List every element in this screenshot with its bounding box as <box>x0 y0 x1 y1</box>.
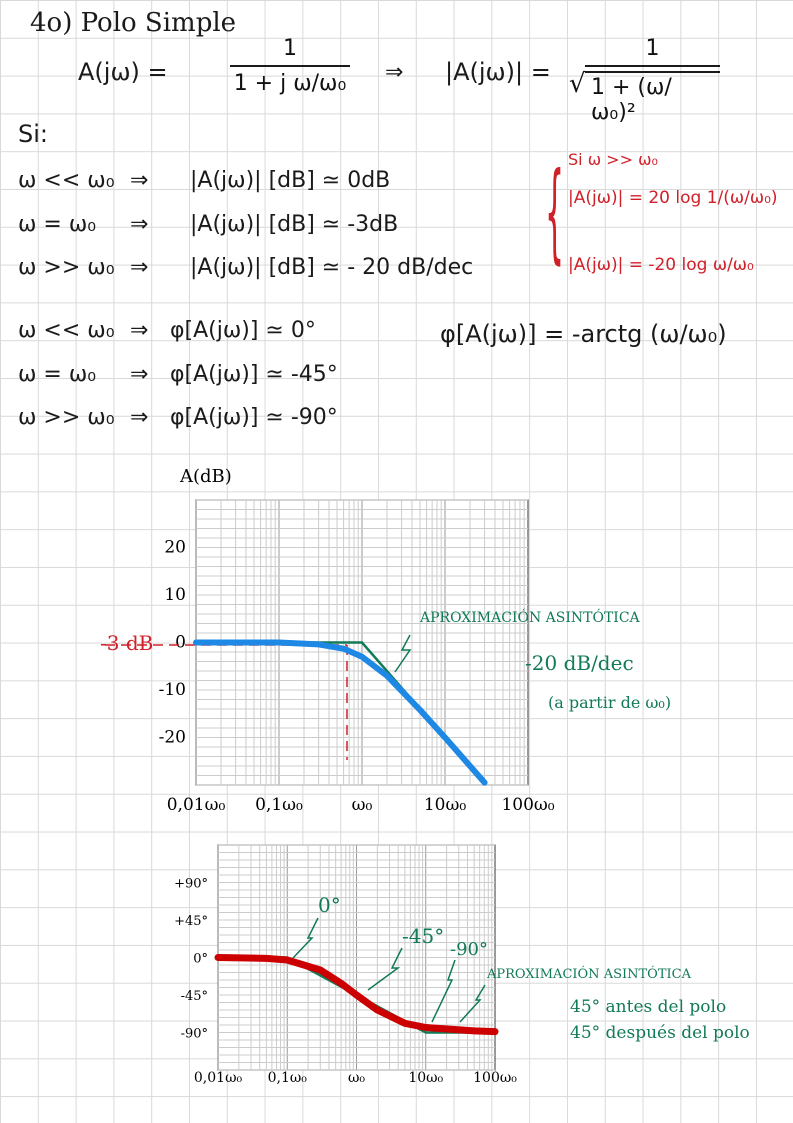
phase-result-3: φ[A(jω)] ≃ -90° <box>170 405 338 430</box>
mag-result-2: |A(jω)| [dB] ≃ -3dB <box>190 212 399 237</box>
mag-xtick-label: 0,1ω₀ <box>255 795 303 815</box>
phase-ann-90: -90° <box>450 939 488 960</box>
mag-slope-label: -20 dB/dec <box>525 651 634 675</box>
phase-after-label: 45° después del polo <box>570 1023 750 1043</box>
mag-from-label: (a partir de ω₀) <box>548 693 672 712</box>
phase-cond-3: ω >> ω₀ <box>18 405 115 430</box>
mag-xtick-label: 100ω₀ <box>501 795 555 815</box>
phase-x-ticks <box>194 1070 517 1086</box>
mag-arrow-1: ⇒ <box>130 168 149 193</box>
phase-ann-0: 0° <box>318 893 341 917</box>
mag-cond-3: ω >> ω₀ <box>18 255 115 280</box>
page-title: 4o) Polo Simple <box>30 8 237 38</box>
si-label: Si: <box>18 120 48 148</box>
ph-ytick-label: 0° <box>193 951 208 967</box>
phase-result-1: φ[A(jω)] ≃ 0° <box>170 318 316 343</box>
formula-num: 1 <box>283 36 297 61</box>
ph-ytick-label: -90° <box>180 1026 208 1042</box>
mag-asym-label: APROXIMACIÓN ASINTÓTICA <box>420 610 640 626</box>
ph-ytick-label: -45° <box>180 989 208 1004</box>
phase-formula: φ[A(jω)] = -arctg (ω/ω₀) <box>440 320 727 348</box>
mag-ytick-label: -20 <box>158 727 186 748</box>
mag-cond-1: ω << ω₀ <box>18 168 115 193</box>
mag-ytick-label: 10 <box>164 585 186 605</box>
formula-den: 1 + j ω/ω₀ <box>233 71 347 96</box>
modulus-num: 1 <box>645 36 660 61</box>
ph-ytick-label: +90° <box>174 876 208 892</box>
modulus-den: √ 1 + (ω/ω₀)² <box>585 71 720 127</box>
phase-asym-label: APROXIMACIÓN ASINTÓTICA <box>487 967 691 982</box>
modulus-fraction <box>585 36 720 127</box>
mag-xtick-label: ω₀ <box>351 795 373 815</box>
mag-arrow-2: ⇒ <box>130 212 149 237</box>
phase-cond-2: ω = ω₀ <box>18 362 97 387</box>
phase-y-ticks <box>174 877 208 1042</box>
mag-ytick-label: 20 <box>164 537 186 558</box>
ph-ytick-label: +45° <box>174 914 208 929</box>
ph-xtick-label: 0,1ω₀ <box>267 1070 307 1086</box>
red-note-head: Si ω >> ω₀ <box>568 150 658 169</box>
mag-y-ticks <box>159 538 186 748</box>
phase-arrow-3: ⇒ <box>130 405 149 430</box>
red-note-eq1: |A(jω)| = 20 log 1/(ω/ω₀) <box>568 188 778 208</box>
ph-xtick-label: 10ω₀ <box>408 1070 444 1086</box>
phase-ann-45: -45° <box>402 924 445 948</box>
mag-ytick-label: 0 <box>175 632 186 653</box>
phase-arrow-2: ⇒ <box>130 362 149 387</box>
formula-lhs: A(jω) = <box>78 58 168 86</box>
mag-xtick-label: 10ω₀ <box>423 795 467 815</box>
red-note-eq2: |A(jω)| = -20 log ω/ω₀ <box>568 255 754 275</box>
ph-xtick-label: 0,01ω₀ <box>193 1070 243 1086</box>
mag-x-ticks <box>167 795 555 815</box>
mag-cond-2: ω = ω₀ <box>18 212 97 237</box>
red-brace: { <box>545 152 565 278</box>
mag-result-1: |A(jω)| [dB] ≃ 0dB <box>190 168 391 193</box>
phase-before-label: 45° antes del polo <box>570 997 727 1017</box>
mag-arrow-3: ⇒ <box>130 255 149 280</box>
mag-ylabel: A(dB) <box>180 466 232 487</box>
phase-cond-1: ω << ω₀ <box>18 318 115 343</box>
ph-xtick-label: 100ω₀ <box>473 1070 517 1086</box>
ph-xtick-label: ω₀ <box>347 1070 366 1086</box>
phase-result-2: φ[A(jω)] ≃ -45° <box>170 362 338 387</box>
formula-fraction <box>230 36 350 96</box>
phase-arrow-1: ⇒ <box>130 318 149 343</box>
minus3db-label: -3 dB <box>100 631 154 655</box>
modulus-lhs: |A(jω)| = <box>445 58 551 86</box>
mag-result-3: |A(jω)| [dB] ≃ - 20 dB/dec <box>190 255 474 280</box>
implies-arrow: ⇒ <box>385 60 404 85</box>
magnitude-bode-chart <box>0 450 793 815</box>
phase-bode-chart <box>0 840 793 1100</box>
mag-ytick-label: -10 <box>158 680 186 700</box>
mag-xtick-label: 0,01ω₀ <box>166 795 226 815</box>
